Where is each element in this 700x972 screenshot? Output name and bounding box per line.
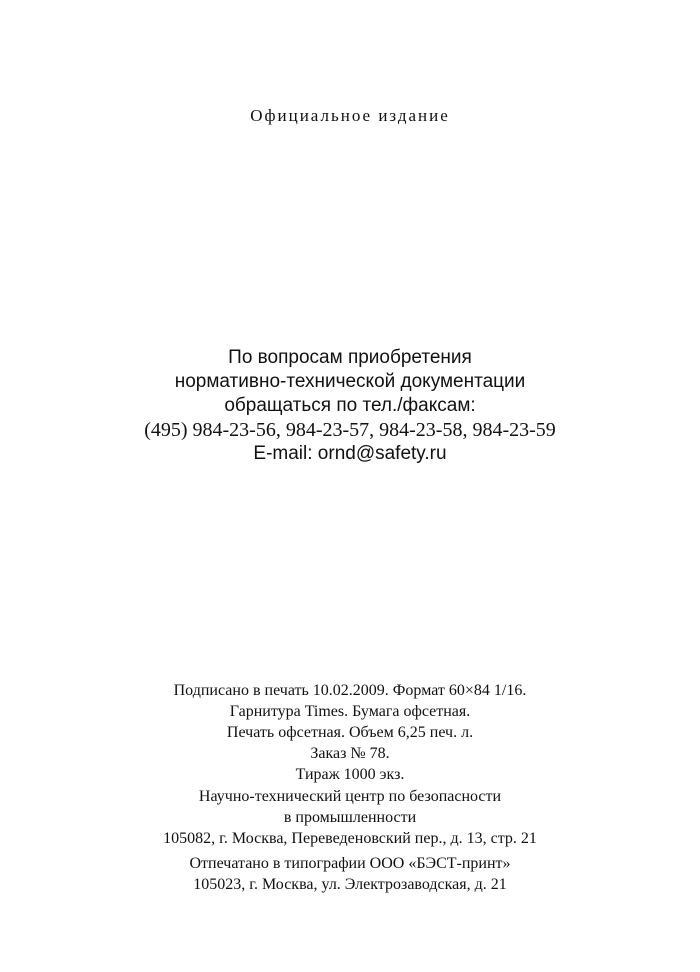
publisher-address: 105082, г. Москва, Переведеновский пер., д. 13, стр. 21 — [163, 830, 537, 847]
contacts-line-documentation: нормативно-технической документации — [174, 371, 526, 392]
imprint-circulation: Тираж 1000 экз. — [295, 766, 405, 783]
imprint-order-number: Заказ № 78. — [310, 745, 390, 762]
printer-block — [0, 853, 700, 895]
publisher-name-cont: в промышленности — [283, 809, 417, 826]
contacts-line-purchase: По вопросам приобретения — [228, 347, 472, 368]
printer-address: 105023, г. Москва, ул. Электрозаводская, д. 21 — [193, 876, 507, 893]
contacts-block — [0, 346, 700, 466]
contacts-line-phone-fax: обращаться по тел./факсам: — [224, 395, 476, 416]
publisher-name: Научно-технический центр по безопасности — [198, 788, 502, 805]
publisher-block — [0, 786, 700, 849]
official-edition-text: Официальное издание — [250, 106, 450, 125]
printer-name: Отпечатано в типографии ООО «БЭСТ-принт» — [189, 855, 511, 872]
imprint-print-volume: Печать офсетная. Объем 6,25 печ. л. — [226, 724, 474, 741]
imprint-block — [0, 680, 700, 785]
official-edition-label — [0, 106, 700, 126]
contacts-phone-numbers: (495) 984-23-56, 984-23-57, 984-23-58, 984-23-59 — [144, 419, 556, 441]
imprint-typeface-paper: Гарнитура Times. Бумага офсетная. — [229, 703, 471, 720]
imprint-signed-format: Подписано в печать 10.02.2009. Формат 60×84 1/16. — [173, 682, 527, 699]
contacts-email: E-mail: ornd@safety.ru — [253, 443, 447, 464]
